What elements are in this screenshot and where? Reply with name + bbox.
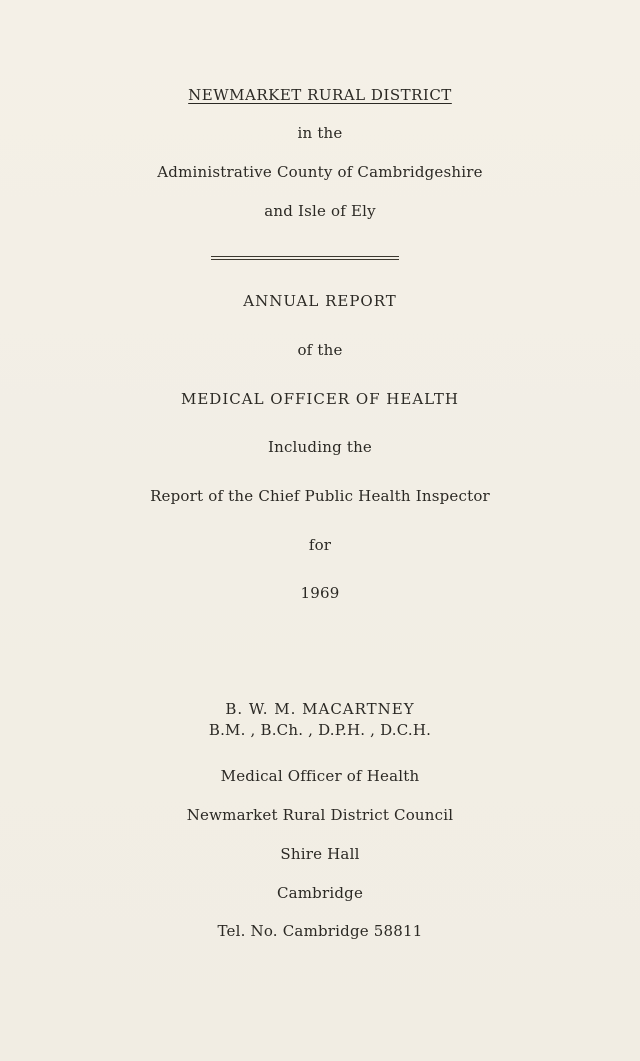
telephone-number: Tel. No. Cambridge 58811 <box>217 922 423 940</box>
of-the-text: of the <box>297 341 343 359</box>
county-text: Administrative County of Cambridgeshire <box>157 163 483 181</box>
for-text: for <box>308 536 332 554</box>
double-rule-bottom-line <box>211 259 399 260</box>
in-the-text: in the <box>297 124 343 142</box>
annual-report-heading: ANNUAL REPORT <box>243 292 397 310</box>
author-qualifications: B.M. , B.Ch. , D.P.H. , D.C.H. <box>208 721 432 739</box>
report-year: 1969 <box>300 584 340 602</box>
isle-text: and Isle of Ely <box>264 202 376 220</box>
medical-officer-heading: MEDICAL OFFICER OF HEALTH <box>181 390 459 408</box>
council-name: Newmarket Rural District Council <box>186 806 454 824</box>
author-name: B. W. M. MACARTNEY <box>225 700 415 718</box>
author-role: Medical Officer of Health <box>220 767 420 785</box>
chief-inspector-report-text: Report of the Chief Public Health Inspector <box>150 487 490 505</box>
building-name: Shire Hall <box>280 845 360 863</box>
district-heading: NEWMARKET RURAL DISTRICT <box>188 86 452 104</box>
town-name: Cambridge <box>276 884 364 902</box>
double-rule-top-line <box>211 256 399 257</box>
including-text: Including the <box>267 438 373 456</box>
